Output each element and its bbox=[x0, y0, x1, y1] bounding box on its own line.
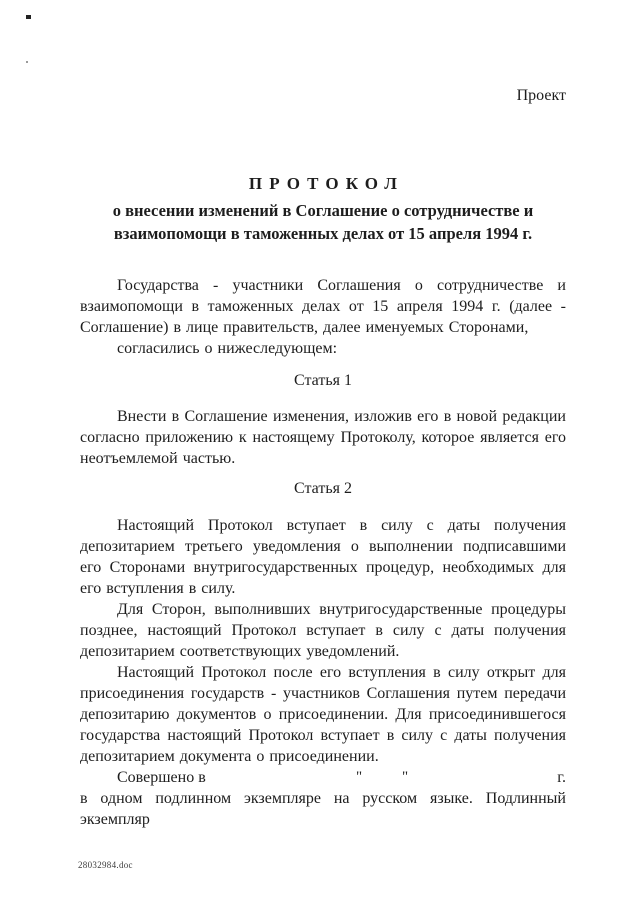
article-2-heading: Статья 2 bbox=[294, 480, 352, 497]
done-in-text: Совершено в bbox=[117, 769, 206, 786]
date-quote-close: " bbox=[402, 769, 409, 785]
article-1-paragraph: Внести в Соглашение изменения, изложив его в новой редакции согласно приложению к настоящему Протоколу, которое является его неотъемлемой частью. bbox=[80, 408, 566, 467]
date-quote-open: " bbox=[356, 769, 363, 785]
draft-label: Проект bbox=[516, 87, 566, 104]
article-1-heading: Статья 1 bbox=[294, 372, 352, 389]
preamble-closing: согласились о нижеследующем: bbox=[117, 340, 338, 357]
document-body bbox=[80, 0, 566, 830]
subtitle-line-2: взаимопомощи в таможенных делах от 15 апреля 1994 г. bbox=[113, 223, 533, 243]
subtitle-line-1: о внесении изменений в Соглашение о сотрудничестве и bbox=[112, 201, 534, 220]
filename-footer: 28032984.doc bbox=[78, 860, 133, 870]
article-2-paragraph-3: Настоящий Протокол после его вступления в силу открыт для присоединения государств - участников Соглашения путем передачи депозитарию документов о присоединении. Для присоединившегося государства настоящий Протокол вступает в силу с даты получения депозитарием документа о присоединении. bbox=[80, 664, 566, 765]
closing-paragraph: в одном подлинном экземпляре на русском языке. Подлинный экземпляр bbox=[80, 790, 566, 828]
article-2-paragraph-2: Для Сторон, выполнивших внутригосударственные процедуры позднее, настоящий Протокол вступает в силу с даты получения депозитарием соответствующих уведомлений. bbox=[80, 601, 566, 660]
year-suffix: г. bbox=[557, 769, 566, 786]
preamble-paragraph: Государства - участники Соглашения о сотрудничестве и взаимопомощи в таможенных делах от 15 апреля 1994 г. (далее - Соглашение) в лице правительств, далее именуемых Сторонами, bbox=[80, 277, 566, 336]
signature-date-line bbox=[80, 767, 566, 788]
scan-artifact-dot bbox=[26, 15, 31, 19]
article-2-paragraph-1: Настоящий Протокол вступает в силу с даты получения депозитарием третьего уведомления о выполнении подписавшими его Сторонами внутригосударственных процедур, необходимых для его вступления в силу. bbox=[80, 517, 566, 597]
document-subtitle bbox=[80, 200, 566, 245]
scan-artifact-dot bbox=[26, 61, 28, 63]
document-title: ПРОТОКОЛ bbox=[248, 174, 405, 193]
